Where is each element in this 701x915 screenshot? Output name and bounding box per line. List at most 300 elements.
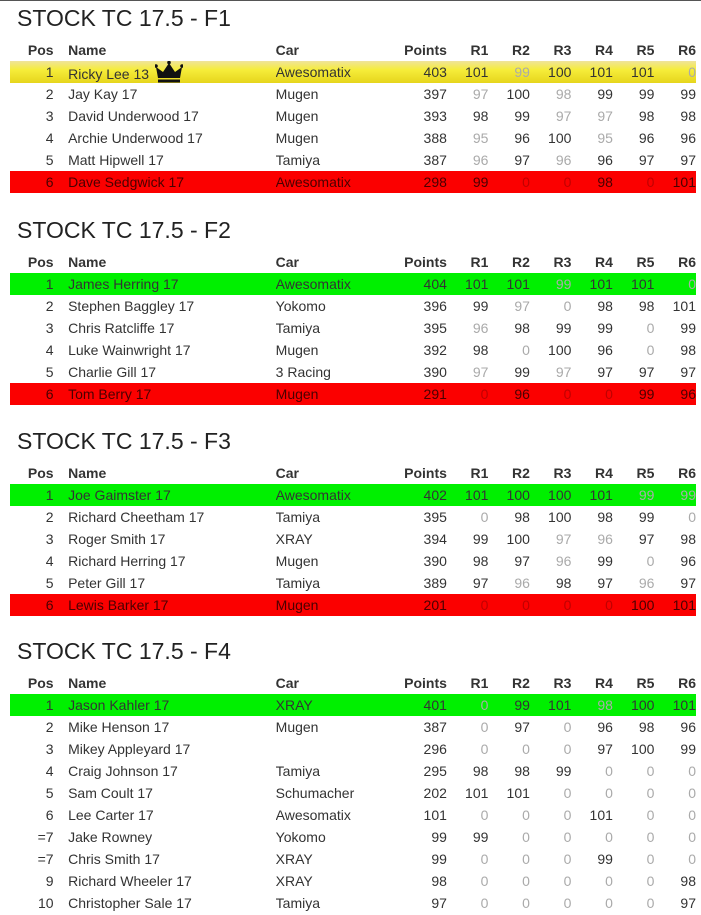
spacer-cell	[54, 572, 69, 594]
round-2-cell: 97	[514, 719, 530, 735]
round-4-cell: 0	[571, 594, 613, 616]
car-cell: Mugen	[275, 86, 319, 102]
car-cell: Awesomatix	[276, 61, 390, 83]
table-row	[10, 273, 696, 295]
car-cell: Mugen	[275, 108, 319, 124]
table-row	[10, 760, 696, 782]
table-header-row	[10, 251, 696, 273]
car-cell: Tamiya	[275, 763, 321, 779]
points-cell: 404	[390, 273, 447, 295]
driver-name-cell	[68, 782, 276, 804]
round-4-cell: 96	[597, 719, 613, 735]
round-4-cell: 96	[597, 152, 613, 168]
header-r2: R2	[511, 465, 530, 481]
pos-cell: 4	[45, 342, 54, 358]
section-title: STOCK TC 17.5 - F1	[17, 5, 231, 31]
round-2-cell: 0	[522, 741, 530, 757]
standings-table	[10, 251, 696, 405]
round-2-cell: 101	[488, 273, 530, 295]
driver-name-cell	[68, 506, 276, 528]
points-cell: 99	[431, 829, 447, 845]
standings-section	[0, 0, 696, 193]
section-title: STOCK TC 17.5 - F2	[17, 217, 231, 243]
pos-cell: 4	[45, 553, 54, 569]
round-2-cell: 96	[488, 383, 530, 405]
round-4-cell: 99	[597, 851, 613, 867]
header-r6: R6	[678, 465, 696, 481]
spacer-cell	[54, 339, 69, 361]
driver-name: Jake Rowney	[68, 829, 153, 845]
round-1-cell: 101	[447, 61, 489, 83]
pos-cell: 3	[45, 741, 54, 757]
round-2-cell: 98	[514, 320, 530, 336]
header-spacer	[54, 672, 69, 694]
header-r6: R6	[678, 254, 696, 270]
round-5-cell: 0	[646, 553, 655, 569]
pos-cell: 3	[45, 531, 54, 547]
table-row	[10, 848, 696, 870]
driver-name-cell	[68, 361, 276, 383]
spacer-cell	[54, 383, 69, 405]
round-6-cell: 98	[680, 108, 696, 124]
spacer-cell	[54, 83, 69, 105]
header-name: Name	[68, 675, 107, 691]
car-cell: XRAY	[275, 851, 313, 867]
driver-name: Tom Berry 17	[68, 386, 152, 402]
spacer-cell	[54, 105, 69, 127]
table-row	[10, 149, 696, 171]
pos-cell: 1	[10, 273, 54, 295]
round-3-cell: 0	[530, 171, 572, 193]
table-row	[10, 892, 696, 914]
driver-name-cell	[68, 317, 276, 339]
pos-cell: 1	[10, 484, 54, 506]
car-cell: Yokomo	[275, 829, 326, 845]
header-r5: R5	[636, 42, 655, 58]
pos-cell: 2	[45, 298, 54, 314]
points-cell: 387	[423, 152, 447, 168]
round-5-cell: 98	[638, 108, 655, 124]
spacer-cell	[54, 716, 69, 738]
header-r2: R2	[511, 254, 530, 270]
points-cell: 388	[423, 130, 447, 146]
round-6-cell: 97	[680, 152, 696, 168]
points-cell: 295	[423, 763, 447, 779]
round-2-cell: 0	[488, 594, 530, 616]
round-4-cell: 98	[571, 171, 613, 193]
car-cell: Mugen	[275, 130, 319, 146]
round-1-cell: 0	[480, 509, 489, 525]
driver-name-cell	[68, 295, 276, 317]
header-r1: R1	[470, 42, 489, 58]
points-cell: 396	[423, 298, 447, 314]
driver-name: Richard Cheetham 17	[68, 509, 205, 525]
pos-cell: 1	[10, 61, 54, 83]
round-6-cell: 98	[680, 342, 696, 358]
points-cell: 298	[390, 171, 447, 193]
header-points: Points	[404, 254, 447, 270]
round-6-cell: 0	[688, 509, 696, 525]
driver-name-cell	[68, 550, 276, 572]
header-name: Name	[68, 465, 107, 481]
header-r3: R3	[553, 675, 572, 691]
header-name: Name	[68, 254, 107, 270]
round-2-cell: 0	[522, 342, 530, 358]
header-r2: R2	[511, 42, 530, 58]
round-5-cell: 98	[638, 298, 655, 314]
points-cell: 392	[423, 342, 447, 358]
table-row	[10, 716, 696, 738]
spacer-cell	[54, 506, 69, 528]
spacer-cell	[54, 171, 69, 193]
driver-name-cell	[68, 149, 276, 171]
round-6-cell: 96	[680, 553, 696, 569]
spacer-cell	[54, 550, 69, 572]
round-5-cell: 0	[646, 873, 655, 889]
driver-name: Lee Carter 17	[68, 807, 154, 823]
driver-name: Charlie Gill 17	[68, 364, 157, 380]
round-4-cell: 101	[571, 484, 613, 506]
round-1-cell: 99	[447, 171, 489, 193]
header-spacer	[54, 39, 69, 61]
spacer-cell	[54, 149, 69, 171]
spacer-cell	[54, 127, 69, 149]
pos-cell: 5	[45, 785, 54, 801]
round-4-cell: 0	[605, 873, 613, 889]
driver-name-cell	[68, 572, 276, 594]
round-3-cell: 97	[555, 531, 572, 547]
round-6-cell: 0	[688, 851, 696, 867]
round-4-cell: 96	[597, 342, 613, 358]
round-2-cell: 99	[488, 61, 530, 83]
header-r1: R1	[470, 254, 489, 270]
round-1-cell: 95	[472, 130, 489, 146]
round-5-cell: 99	[613, 383, 655, 405]
header-car: Car	[275, 675, 300, 691]
car-cell: Mugen	[276, 383, 390, 405]
round-6-cell: 96	[680, 130, 696, 146]
header-points: Points	[404, 675, 447, 691]
round-4-cell: 0	[605, 785, 613, 801]
driver-name: Stephen Baggley 17	[68, 298, 195, 314]
round-4-cell: 101	[571, 61, 613, 83]
round-6-cell: 101	[654, 171, 696, 193]
header-spacer	[54, 251, 69, 273]
round-5-cell: 0	[646, 342, 655, 358]
car-cell: Tamiya	[275, 320, 321, 336]
round-1-cell: 0	[480, 807, 489, 823]
spacer-cell	[54, 738, 69, 760]
round-5-cell: 97	[638, 531, 655, 547]
round-6-cell: 101	[654, 594, 696, 616]
table-row	[10, 738, 696, 760]
round-6-cell: 101	[654, 694, 696, 716]
points-cell: 394	[423, 531, 447, 547]
header-r5: R5	[636, 465, 655, 481]
driver-name-cell	[68, 171, 276, 193]
spacer-cell	[54, 317, 69, 339]
section-title: STOCK TC 17.5 - F3	[17, 428, 231, 454]
round-6-cell: 96	[654, 383, 696, 405]
driver-name-cell	[68, 804, 276, 826]
pos-cell: 2	[45, 719, 54, 735]
driver-name-cell	[68, 892, 276, 914]
table-row	[10, 528, 696, 550]
round-5-cell: 0	[646, 320, 655, 336]
section-title: STOCK TC 17.5 - F4	[17, 638, 231, 664]
driver-name: Sam Coult 17	[68, 785, 153, 801]
round-3-cell: 97	[555, 364, 572, 380]
round-6-cell: 99	[680, 86, 696, 102]
table-row	[10, 694, 696, 716]
round-2-cell: 0	[522, 829, 530, 845]
driver-name: Peter Gill 17	[68, 575, 146, 591]
round-2-cell: 100	[506, 86, 530, 102]
driver-name-cell	[68, 383, 276, 405]
round-1-cell: 99	[472, 298, 489, 314]
round-6-cell: 97	[680, 895, 696, 911]
round-3-cell: 99	[555, 763, 572, 779]
car-cell: Schumacher	[275, 785, 355, 801]
points-cell: 201	[390, 594, 447, 616]
header-r3: R3	[553, 254, 572, 270]
round-3-cell: 0	[563, 785, 572, 801]
driver-name: Jay Kay 17	[68, 86, 138, 102]
spacer-cell	[54, 870, 69, 892]
car-cell: Mugen	[275, 342, 319, 358]
round-1-cell: 96	[472, 320, 489, 336]
driver-name-cell	[68, 848, 276, 870]
header-points: Points	[404, 42, 447, 58]
round-2-cell: 97	[514, 152, 530, 168]
round-3-cell: 100	[530, 61, 572, 83]
round-3-cell: 96	[555, 152, 572, 168]
car-cell: XRAY	[275, 873, 313, 889]
round-4-cell: 95	[597, 130, 613, 146]
header-r3: R3	[553, 42, 572, 58]
header-r6: R6	[678, 42, 696, 58]
points-cell: 99	[431, 851, 447, 867]
driver-name-cell	[68, 83, 276, 105]
round-4-cell: 96	[597, 531, 613, 547]
spacer-cell	[54, 826, 69, 848]
spacer-cell	[54, 528, 69, 550]
spacer-cell	[54, 361, 69, 383]
header-r4: R4	[594, 42, 613, 58]
driver-name: Richard Herring 17	[68, 553, 186, 569]
driver-name: Christopher Sale 17	[68, 895, 192, 911]
points-cell: 402	[390, 484, 447, 506]
driver-name: Craig Johnson 17	[68, 763, 178, 779]
driver-name-cell	[68, 870, 276, 892]
spacer-cell	[54, 782, 69, 804]
round-5-cell: 0	[646, 763, 655, 779]
table-row	[10, 572, 696, 594]
driver-name-cell	[68, 716, 276, 738]
round-5-cell: 96	[638, 130, 655, 146]
car-cell: Awesomatix	[276, 484, 390, 506]
round-1-cell: 101	[447, 273, 489, 295]
driver-name-cell	[68, 760, 276, 782]
round-2-cell: 98	[514, 509, 530, 525]
round-6-cell: 99	[680, 320, 696, 336]
round-3-cell: 98	[555, 86, 572, 102]
round-1-cell: 0	[447, 594, 489, 616]
round-5-cell: 100	[613, 694, 655, 716]
spacer-cell	[54, 273, 69, 295]
driver-name-cell	[68, 528, 276, 550]
round-4-cell: 97	[597, 364, 613, 380]
round-4-cell: 98	[597, 509, 613, 525]
round-5-cell: 101	[613, 61, 655, 83]
spacer-cell	[54, 594, 69, 616]
round-5-cell: 96	[638, 575, 655, 591]
round-3-cell: 99	[555, 320, 572, 336]
header-pos: Pos	[27, 465, 54, 481]
driver-name: James Herring 17	[68, 276, 179, 292]
round-5-cell: 0	[646, 807, 655, 823]
car-cell	[276, 738, 390, 760]
driver-name: Mike Henson 17	[68, 719, 170, 735]
pos-cell: 6	[10, 383, 54, 405]
driver-name: Chris Smith 17	[68, 851, 160, 867]
pos-cell: 2	[45, 509, 54, 525]
round-2-cell: 0	[522, 873, 530, 889]
points-cell: 202	[423, 785, 447, 801]
spacer-cell	[54, 760, 69, 782]
spacer-cell	[54, 892, 69, 914]
driver-name-cell	[68, 826, 276, 848]
pos-cell: 1	[10, 694, 54, 716]
round-6-cell: 99	[654, 484, 696, 506]
table-row	[10, 61, 696, 83]
round-3-cell: 100	[548, 342, 572, 358]
header-name: Name	[68, 42, 107, 58]
round-3-cell: 0	[530, 383, 572, 405]
round-1-cell: 0	[447, 694, 489, 716]
spacer-cell	[54, 484, 69, 506]
car-cell: XRAY	[276, 694, 390, 716]
pos-cell: 3	[45, 108, 54, 124]
pos-cell: 4	[45, 130, 54, 146]
header-car: Car	[275, 42, 300, 58]
table-row	[10, 83, 696, 105]
points-cell: 395	[423, 320, 447, 336]
round-1-cell: 98	[472, 342, 489, 358]
round-2-cell: 99	[514, 108, 530, 124]
round-6-cell: 0	[688, 763, 696, 779]
driver-name-cell	[68, 61, 276, 83]
round-1-cell: 0	[480, 741, 489, 757]
pos-cell: 10	[38, 895, 54, 911]
round-2-cell: 98	[514, 763, 530, 779]
points-cell: 390	[423, 364, 447, 380]
table-row	[10, 594, 696, 616]
points-cell: 389	[423, 575, 447, 591]
round-5-cell: 100	[613, 594, 655, 616]
round-4-cell: 97	[597, 108, 613, 124]
car-cell: Awesomatix	[275, 807, 351, 823]
points-cell: 390	[423, 553, 447, 569]
table-header-row	[10, 462, 696, 484]
round-3-cell: 101	[530, 694, 572, 716]
round-1-cell: 0	[480, 873, 489, 889]
points-cell: 397	[423, 86, 447, 102]
round-4-cell: 98	[571, 694, 613, 716]
car-cell: Tamiya	[275, 575, 321, 591]
round-2-cell: 0	[522, 807, 530, 823]
round-6-cell: 0	[654, 273, 696, 295]
round-4-cell: 0	[571, 383, 613, 405]
round-5-cell: 0	[646, 785, 655, 801]
round-2-cell: 97	[514, 553, 530, 569]
table-row	[10, 506, 696, 528]
table-row	[10, 127, 696, 149]
driver-name-cell	[68, 694, 276, 716]
round-5-cell: 99	[613, 484, 655, 506]
car-cell: Tamiya	[275, 509, 321, 525]
driver-name-cell	[68, 127, 276, 149]
driver-name-cell	[68, 339, 276, 361]
round-5-cell: 0	[646, 895, 655, 911]
crown-icon	[155, 61, 183, 83]
pos-cell: 6	[10, 594, 54, 616]
round-1-cell: 0	[447, 383, 489, 405]
header-r2: R2	[511, 675, 530, 691]
round-3-cell: 100	[530, 484, 572, 506]
round-1-cell: 99	[472, 829, 489, 845]
table-row	[10, 339, 696, 361]
round-5-cell: 100	[631, 741, 655, 757]
car-cell: Awesomatix	[276, 273, 390, 295]
table-row	[10, 105, 696, 127]
round-3-cell: 0	[563, 895, 572, 911]
round-1-cell: 0	[480, 851, 489, 867]
driver-name: Roger Smith 17	[68, 531, 166, 547]
round-1-cell: 97	[472, 575, 489, 591]
driver-name-cell	[68, 594, 276, 616]
car-cell: Mugen	[275, 719, 319, 735]
round-4-cell: 0	[605, 763, 613, 779]
round-6-cell: 101	[672, 298, 696, 314]
table-row	[10, 804, 696, 826]
round-3-cell: 0	[563, 298, 572, 314]
standings-section	[0, 423, 696, 616]
header-pos: Pos	[27, 675, 54, 691]
round-3-cell: 97	[555, 108, 572, 124]
round-3-cell: 0	[563, 873, 572, 889]
round-2-cell: 99	[514, 364, 530, 380]
round-5-cell: 98	[638, 719, 655, 735]
car-cell: Yokomo	[275, 298, 326, 314]
round-4-cell: 101	[589, 807, 613, 823]
round-5-cell: 97	[638, 152, 655, 168]
round-2-cell: 0	[488, 171, 530, 193]
round-3-cell: 100	[548, 509, 572, 525]
driver-name: Matt Hipwell 17	[68, 152, 164, 168]
standings-table	[10, 462, 696, 616]
pos-cell: =7	[37, 829, 54, 845]
table-row	[10, 870, 696, 892]
round-5-cell: 99	[638, 86, 655, 102]
round-1-cell: 97	[472, 86, 489, 102]
car-cell: Tamiya	[275, 152, 321, 168]
round-1-cell: 0	[480, 719, 489, 735]
table-row	[10, 782, 696, 804]
header-r3: R3	[553, 465, 572, 481]
spacer-cell	[54, 295, 69, 317]
round-4-cell: 99	[597, 86, 613, 102]
